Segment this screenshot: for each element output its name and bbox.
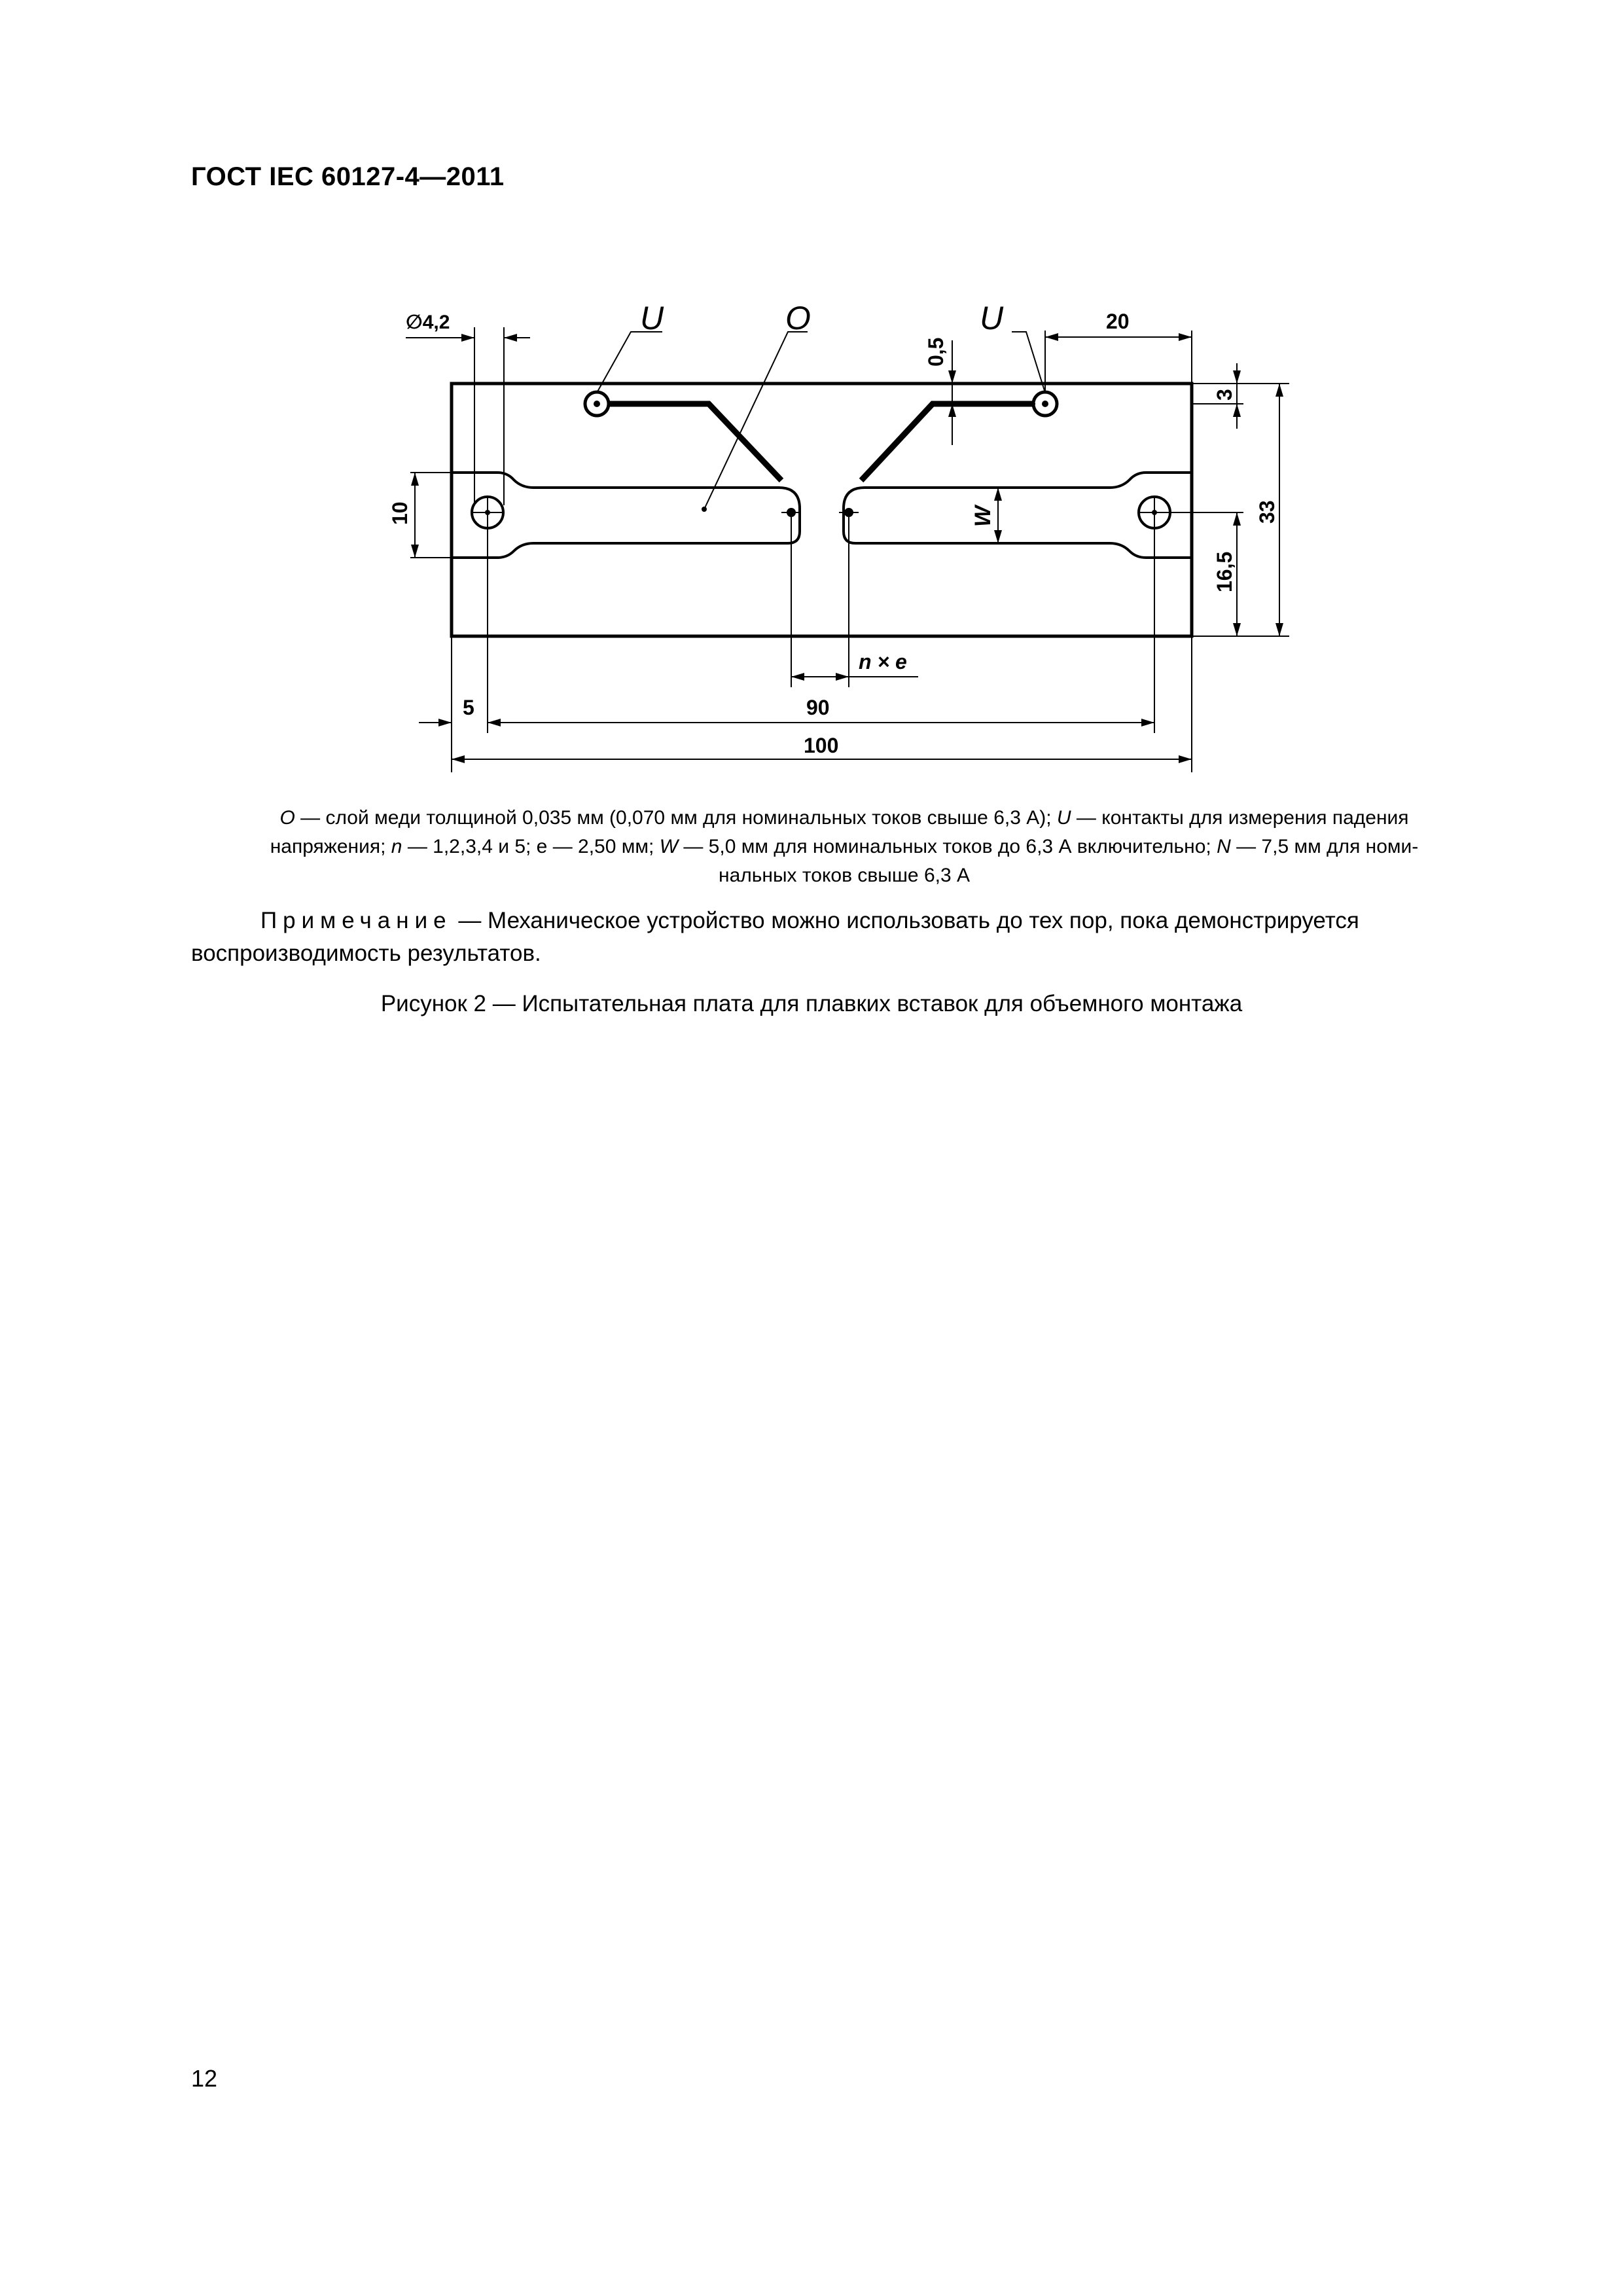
page-number: 12 [191, 2065, 218, 2092]
legend-line-2: напряжения; n — 1,2,3,4 и 5; e — 2,50 мм; W — 5,0 мм для номинальных токов до 6,3 А включительно; N — 7,5 мм для номи- [270, 836, 1419, 857]
label-o: O [785, 300, 811, 336]
label-100: 100 [804, 734, 839, 757]
note-label: Примечание [260, 908, 452, 933]
label-u-left: U [640, 300, 664, 336]
legend-line-3: нальных токов свыше 6,3 А [719, 865, 970, 886]
label-20: 20 [1106, 310, 1130, 333]
figure-caption: Рисунок 2 — Испытательная плата для плавких вставок для объемного монтажа [380, 991, 1243, 1016]
label-diameter: ∅4,2 [406, 312, 450, 333]
label-n-x-e: n × e [859, 650, 907, 673]
document-header: ГОСТ IEC 60127-4—2011 [191, 162, 505, 191]
board-outline [452, 384, 1192, 636]
note-text: — Механическое устройство можно использовать до тех пор, пока демонстрируется воспроизводимость результатов. [191, 908, 1359, 966]
test-board-drawing [0, 0, 1623, 805]
label-16-5: 16,5 [1213, 551, 1236, 592]
note-paragraph [191, 905, 1493, 970]
label-3: 3 [1213, 389, 1236, 401]
label-u-right: U [980, 300, 1004, 336]
legend-line-1: O — слой меди толщиной 0,035 мм (0,070 мм для номинальных токов свыше 6,3 А); U — контакты для измерения падения [279, 807, 1409, 829]
label-5: 5 [463, 696, 474, 719]
left-sense-trace [607, 404, 781, 480]
label-w: W [971, 505, 995, 527]
label-0-5: 0,5 [924, 337, 948, 367]
figure-legend [196, 804, 1492, 890]
right-sense-trace [861, 404, 1034, 480]
label-90: 90 [806, 696, 830, 719]
label-10: 10 [388, 501, 412, 525]
label-33: 33 [1255, 500, 1279, 524]
